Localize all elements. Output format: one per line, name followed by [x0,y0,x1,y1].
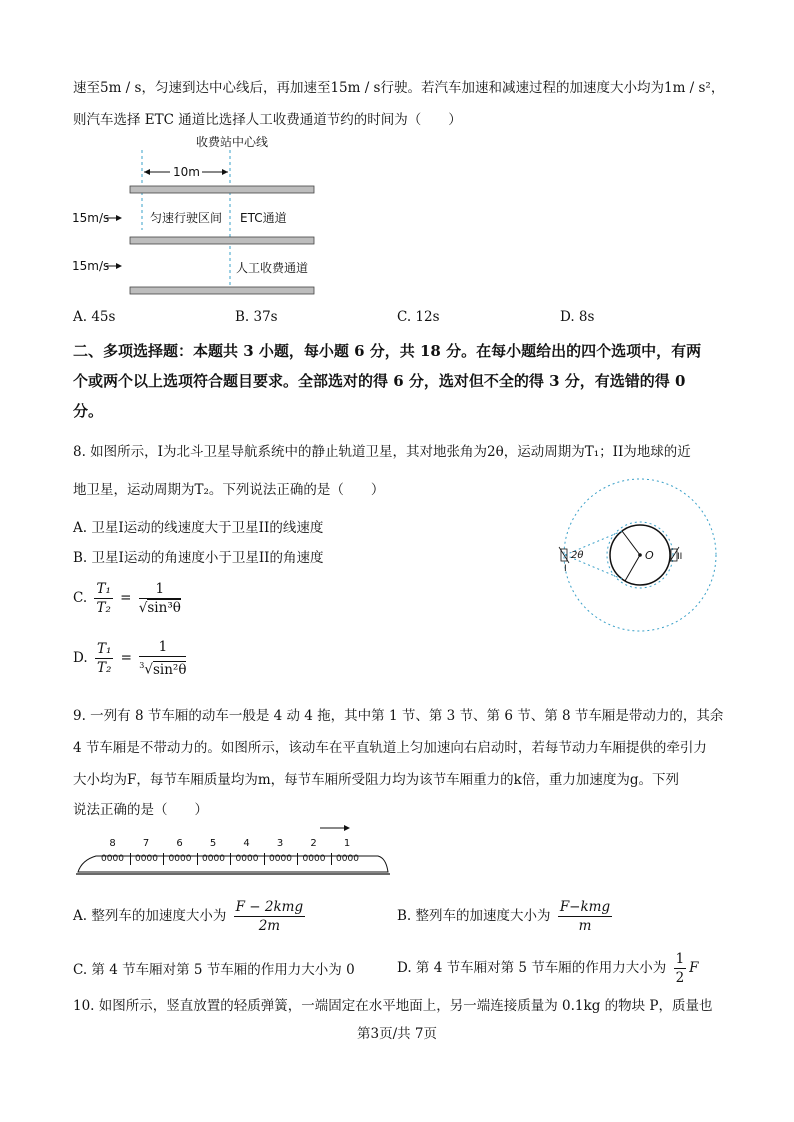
car-windows: 0000 [297,853,330,865]
center-label: O [645,549,654,562]
q9-a-fraction: $\frac{\text{F − 2kmg}}{2m}$ [235,899,304,934]
car-windows: 0000 [230,853,263,865]
q8-text-line1: 8. 如图所示，I为北斗卫星导航系统中的静止轨道卫星，其对地张角为2θ，运动周期为T₁；II为地球的近 [73,444,691,460]
speed-label-manual: 15m/s [72,259,110,273]
q9-text-line2: 4 节车厢是不带动力的。如图所示，该动车在平直轨道上匀加速向右启动时，若每节动力车厢提供的牵引力 [73,740,707,756]
question-7-text-line1: 速至5m / s，匀速到达中心线后，再加速至15m / s行驶。若汽车加速和减速过程的加速度大小均为1m / s²， [73,80,725,96]
car-number: 2 [310,838,317,849]
train-car-4 [230,838,263,865]
q9-b-fraction: $\frac{\text{F−kmg}}{m}$ [559,899,611,934]
q8-text-line2: 地卫星，运动周期为T₂。下列说法正确的是（ ） [73,482,385,498]
car-number: 7 [142,838,150,849]
train-car-3 [264,838,297,865]
q10-text-line1: 10. 如图所示，竖直放置的轻质弹簧，一端固定在水平地面上，另一端连接质量为 0.1kg 的物块 P，质量也 [73,998,713,1014]
car-number: 8 [109,838,116,849]
q8-option-c: C. $\frac{\text{T₁}}{\text{T₂}}$ = $\frac{1}{\text{√sin³θ}}$ [73,581,181,616]
question-7-text-line2: 则汽车选择 ETC 通道比选择人工收费通道节约的时间为（ ） [73,112,462,128]
section2-heading-line1: 二、多项选择题：本题共 3 小题，每小题 6 分，共 18 分。在每小题给出的四个选项中，有两 [73,342,702,360]
q8-option-d: D. $\frac{\text{T₁}}{\text{T₂}}$ = $\frac{1}{^3√\sin^2\theta}$ [73,639,187,678]
speed-label-etc: 15m/s [72,211,110,225]
q8-c-rhs-fraction: $\frac{1}{\text{√sin³θ}}$ [138,581,181,616]
q9-d-fraction: $\frac{1}{2}$ [675,951,685,986]
car-windows: 0000 [101,854,124,864]
q9-option-d: D. 第 4 节车厢对第 5 节车厢的作用力大小为 $\frac{1}{2}$ F [397,951,699,986]
lane-bar-middle [130,237,314,244]
train-car-6 [163,838,196,865]
train-car-8 [96,838,129,865]
q8-option-b: B. 卫星I运动的角速度小于卫星II的角速度 [73,550,324,566]
satellite-orbit-figure [555,475,725,635]
radius-top [622,531,640,555]
car-windows: 0000 [163,853,196,865]
car-number: 5 [209,838,217,849]
earth-center-dot [638,553,642,557]
car-number: 3 [276,838,284,849]
q8-d-rhs-fraction: $\frac{1}{^3√\sin^2\theta}$ [139,639,187,678]
manual-lane-label: 人工收费通道 [236,261,309,275]
train-car-5 [197,838,230,865]
section2-heading-line2: 个或两个以上选项符合题目要求。全部选对的得 6 分，选对但不全的得 3 分，有选错的得 0 [73,372,686,390]
lane-bar-bottom [130,287,314,294]
distance-label: 10m [173,165,200,179]
q9-option-b: B. 整列车的加速度大小为 $\frac{\text{F−kmg}}{m}$ [397,899,611,934]
q9-option-c: C. 第 4 节车厢对第 5 节车厢的作用力大小为 0 [73,962,355,978]
toll-lane-diagram [60,130,330,300]
q9-text-line1: 9. 一列有 8 节车厢的动车一般是 4 动 4 拖，其中第 1 节、第 3 节、第 6 节、第 8 节车厢是带动力的，其余 [73,708,724,724]
q9-text-line3: 大小均为F，每节车厢质量均为m，每节车厢所受阻力均为该节车厢重力的k倍，重力加速度为g。下列 [73,772,679,788]
q8-option-d-label: D. [73,649,88,666]
q8-d-lhs-fraction: $\frac{\text{T₁}}{\text{T₂}}$ [96,640,112,676]
distance-arrowhead-right [222,169,228,175]
train-car-1 [331,838,364,865]
satellite-ii-label: II [677,552,683,562]
car-number: 1 [343,838,351,849]
train-car-7 [130,838,163,865]
car-windows: 0000 [331,853,364,865]
car-windows: 0000 [197,853,230,865]
q9-option-a: A. 整列车的加速度大小为 $\frac{\text{F − 2kmg}}{2m}$ [73,899,304,934]
uniform-zone-label: 匀速行驶区间 [150,211,223,225]
car-windows: 0000 [264,853,297,865]
section2-heading-line3: 分。 [73,402,104,420]
center-line-label: 收费站中心线 [196,135,269,149]
train-car-2 [297,838,330,865]
q7-option-b: B. 37s [235,309,278,325]
q8-option-c-label: C. [73,590,88,606]
car-number: 4 [243,838,250,849]
page-footer: 第3页/共 7页 [356,1026,438,1042]
q7-option-a: A. 45s [73,309,116,325]
satellite-i-label: I [564,564,567,574]
q8-c-lhs-fraction: $\frac{\text{T₁}}{\text{T₂}}$ [96,581,111,616]
q9-text-line4: 说法正确的是（ ） [73,802,208,818]
distance-arrowhead-left [144,169,150,175]
train-figure [72,822,392,882]
car-number: 6 [176,838,183,849]
etc-lane-label: ETC通道 [240,211,287,225]
q7-option-d: D. 8s [560,309,595,325]
radius-bottom [625,555,640,581]
q7-option-c: C. 12s [397,309,440,325]
q8-option-a: A. 卫星I运动的线速度大于卫星II的线速度 [73,520,324,536]
car-windows: 0000 [130,853,163,865]
satellite-i-icon [559,547,569,563]
lane-bar-top [130,186,314,193]
angle-label: 2θ [571,550,584,561]
